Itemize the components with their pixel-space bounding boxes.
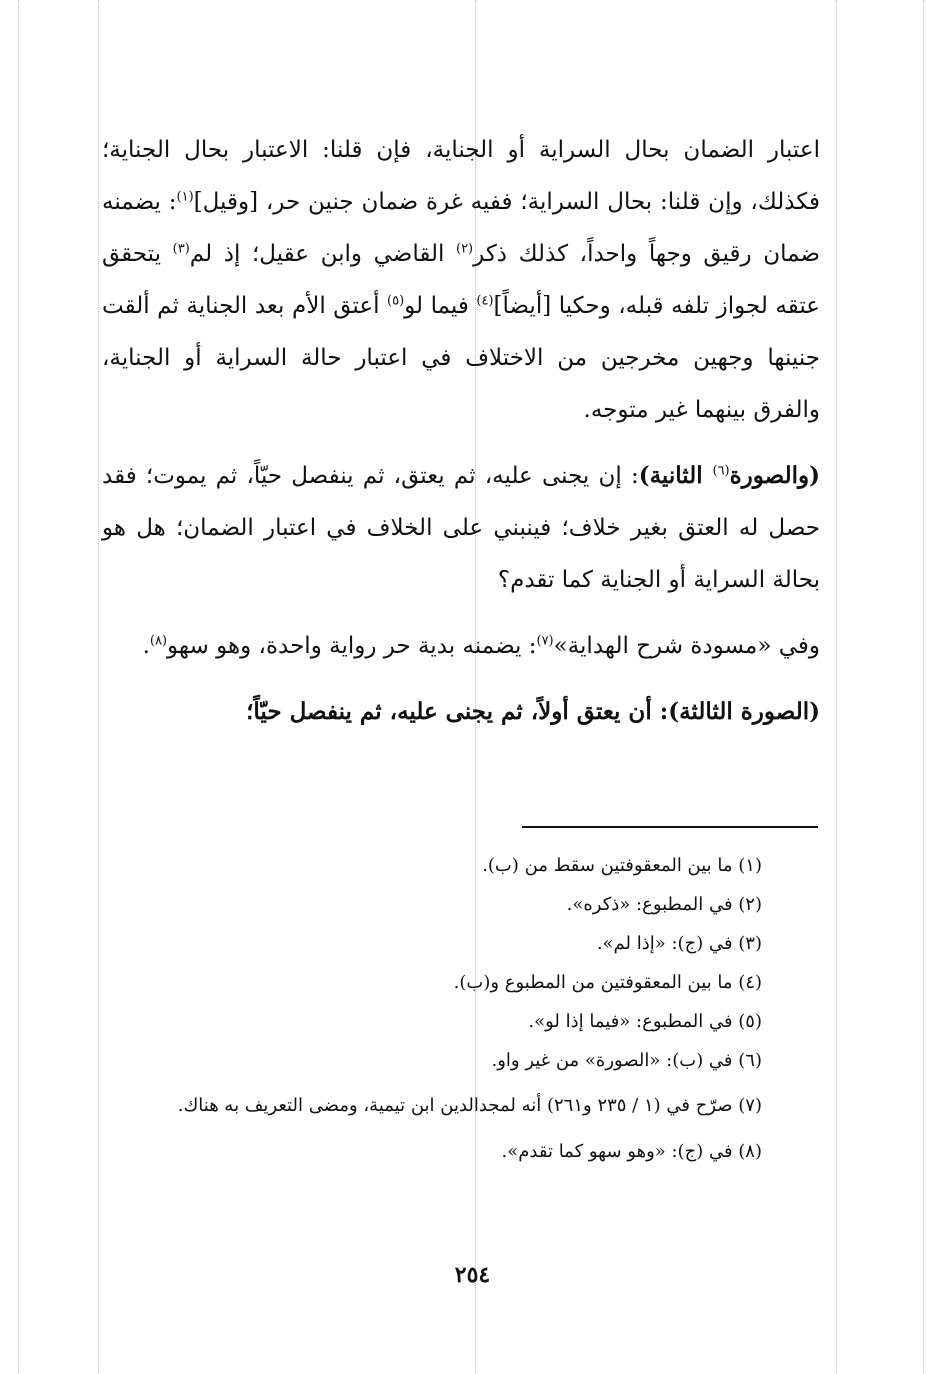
guide-line: [18, 0, 19, 1374]
footnote-ref: (٢): [455, 241, 474, 257]
footnote: (٨) في (ج): «وهو سهو كما تقدم».: [501, 1141, 762, 1162]
footnote-ref: (٦): [712, 463, 730, 479]
footnote: (١) ما بين المعقوفتين سقط من (ب).: [482, 855, 762, 876]
footnote-ref: (١): [176, 189, 194, 205]
footnote: (٧) صرّح في (١ / ٢٣٥ و٢٦١) أنه لمجدالدين ابن تيمية، ومضى التعريف به هناك.: [177, 1095, 762, 1116]
heading-text: الثانية): [638, 462, 713, 489]
guide-line: [923, 0, 924, 1374]
text: اعتبار الضمان بحال السراية أو الجناية، فإن قلنا: الاعتبار بحال الجناية؛ فكذلك، وإن قلنا: بحال السراية؛ ففيه غرة ضمان جنين حر، [وقيل]: [102, 137, 820, 215]
paragraph-3: [102, 620, 820, 672]
footnote: (٥) في المطبوع: «فيما إذا لو».: [528, 1011, 762, 1032]
footnote: (٢) في المطبوع: «ذكره».: [566, 894, 762, 915]
text: أعتق الأم بعد الجناية ثم ألقت جنينها وجهين مخرجين من الاختلاف في اعتبار حالة السراية أو الجناية، والفرق بينهما غير متوجه.: [102, 293, 820, 423]
text: وفي «مسودة شرح الهداية»: [553, 633, 820, 659]
footnote-ref: (٧): [536, 633, 554, 649]
text: : إن يجنى عليه، ثم يعتق، ثم ينفصل حيّاً، ثم يموت؛ فقد حصل له العتق بغير خلاف؛ فينبني على الخلاف في اعتبار الضمان؛ هل هو بحالة السراية أو الجناية كما تقدم؟: [102, 463, 820, 593]
text: القاضي وابن عقيل؛ إذ لم: [189, 241, 456, 267]
page-number: ٢٥٤: [454, 1262, 491, 1288]
text: : أن يعتق أولاً، ثم يجنى عليه، ثم ينفصل حيّاً؛: [246, 698, 669, 725]
footnote: (٦) في (ب): «الصورة» من غير واو.: [491, 1050, 762, 1071]
guide-line: [98, 0, 99, 1374]
paragraph-4: [102, 686, 820, 738]
text: .: [142, 633, 150, 659]
paragraph-1: [102, 124, 820, 436]
footnote-ref: (٥): [387, 293, 405, 309]
footnote: (٤) ما بين المعقوفتين من المطبوع و(ب).: [453, 972, 762, 993]
heading-text: (الصورة الثالثة): [668, 698, 820, 725]
text: : يضمنه بدية حر رواية واحدة، وهو سهو: [167, 633, 537, 659]
footnotes: [102, 846, 762, 1171]
paragraph-2: [102, 450, 820, 606]
heading-text: (والصورة: [729, 462, 820, 489]
text: : يضمنه ضمان رقيق وجهاً واحداً، كذلك ذكر: [102, 189, 820, 267]
footnote-separator: [522, 826, 818, 828]
main-text: [102, 124, 820, 752]
footnote: (٣) في (ج): «إذا لم».: [596, 933, 762, 954]
footnote-ref: (٣): [172, 241, 190, 257]
footnote-ref: (٤): [476, 293, 494, 309]
text: فيما لو: [404, 293, 477, 319]
footnote-ref: (٨): [149, 633, 168, 649]
text: يتحقق عتقه لجواز تلفه قبله، وحكيا [أيضاً]: [102, 241, 820, 319]
guide-line: [836, 0, 837, 1374]
